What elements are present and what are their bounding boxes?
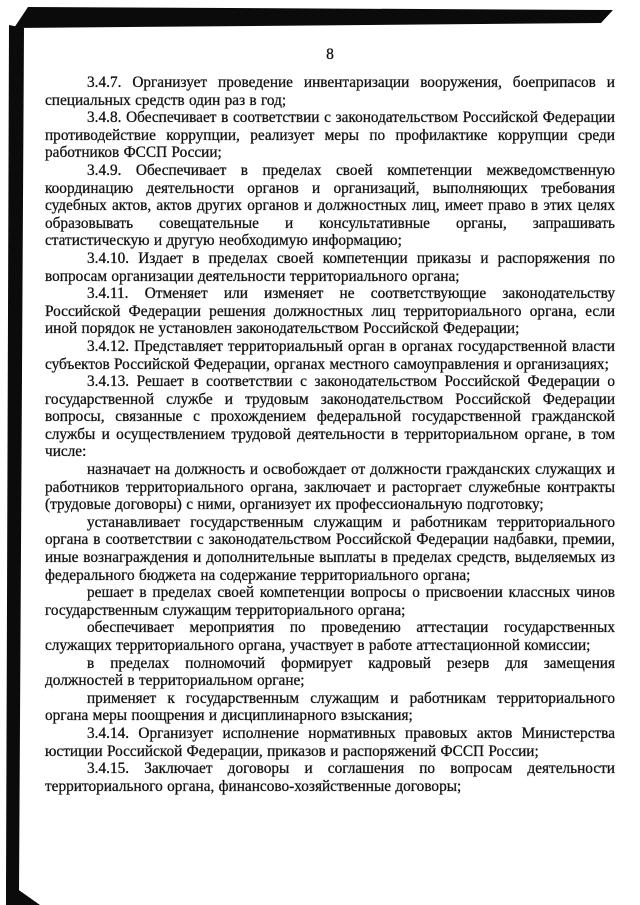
paragraph-3-4-9: 3.4.9. Обеспечивает в пределах своей компетенции межведомственную координацию деятельности органов и организаций, выполняющих требования судебных актов, актов других органов и должностных лиц, имеет право в этих целях образовывать совещательные и консультативные органы, запрашивать статистическую и другую необходимую информацию; (45, 161, 615, 250)
subparagraph-appointments: назначает на должность и освобождает от должности гражданских служащих и работников территориального органа, заключает и расторгает служебные контракты (трудовые договоры) с ними, организует их профессиональную подготовку; (45, 461, 615, 514)
paragraph-3-4-11: 3.4.11. Отменяет или изменяет не соответствующие законодательству Российской Федерации решения должностных лиц территориального органа, если иной порядок не установлен законодательством Российской Федерации; (45, 285, 615, 338)
scan-artifact-top-edge (14, 7, 613, 28)
paragraph-3-4-7: 3.4.7. Организует проведение инвентаризации вооружения, боеприпасов и специальных средств один раз в год; (45, 74, 615, 109)
subparagraph-incentives: применяет к государственным служащим и работникам территориального органа меры поощрения и дисциплинарного взыскания; (45, 689, 615, 725)
subparagraph-allowances: устанавливает государственным служащим и работникам территориального органа в соответствии с законодательством Российской Федерации надбавки, премии, иные вознаграждения и дополнительные выплаты в пределах средств, выделяемых из федерального бюджета на содержание территориального органа; (45, 513, 615, 584)
paragraph-3-4-14: 3.4.14. Организует исполнение нормативных правовых актов Министерства юстиции Российской Федерации, приказов и распоряжений ФССП России; (45, 724, 615, 760)
paragraph-3-4-10: 3.4.10. Издает в пределах своей компетенции приказы и распоряжения по вопросам организации деятельности территориального органа; (45, 249, 615, 285)
paragraph-3-4-15: 3.4.15. Заключает договоры и соглашения по вопросам деятельности территориального органа, финансово-хозяйственные договоры; (45, 760, 615, 795)
scan-artifact-bottom-left-corner (6, 881, 40, 905)
page-number: 8 (326, 46, 334, 63)
subparagraph-personnel-reserve: в пределах полномочий формирует кадровый резерв для замещения должностей в территориальном органе; (45, 654, 615, 690)
subparagraph-attestation: обеспечивает мероприятия по проведению аттестации государственных служащих территориального органа, участвует в работе аттестационной комиссии; (45, 619, 615, 654)
paragraph-3-4-8: 3.4.8. Обеспечивает в соответствии с законодательством Российской Федерации противодействие коррупции, реализует меры по профилактике коррупции среди работников ФССП России; (45, 109, 615, 162)
document-body (45, 74, 615, 795)
paragraph-3-4-12: 3.4.12. Представляет территориальный орган в органах государственной власти субъектов Российской Федерации, органах местного самоуправления и организациях; (45, 337, 615, 373)
scan-artifact-left-edge (6, 25, 24, 894)
paragraph-3-4-13: 3.4.13. Решает в соответствии с законодательством Российской Федерации о государственной службе и трудовым законодательством Российской Федерации вопросы, связанные с прохождением федеральной государственной гражданской службы и осуществлением трудовой деятельности в территориальном органе, в том числе: (45, 373, 615, 461)
subparagraph-class-ranks: решает в пределах своей компетенции вопросы о присвоении классных чинов государственным служащим территориального органа; (45, 584, 615, 619)
